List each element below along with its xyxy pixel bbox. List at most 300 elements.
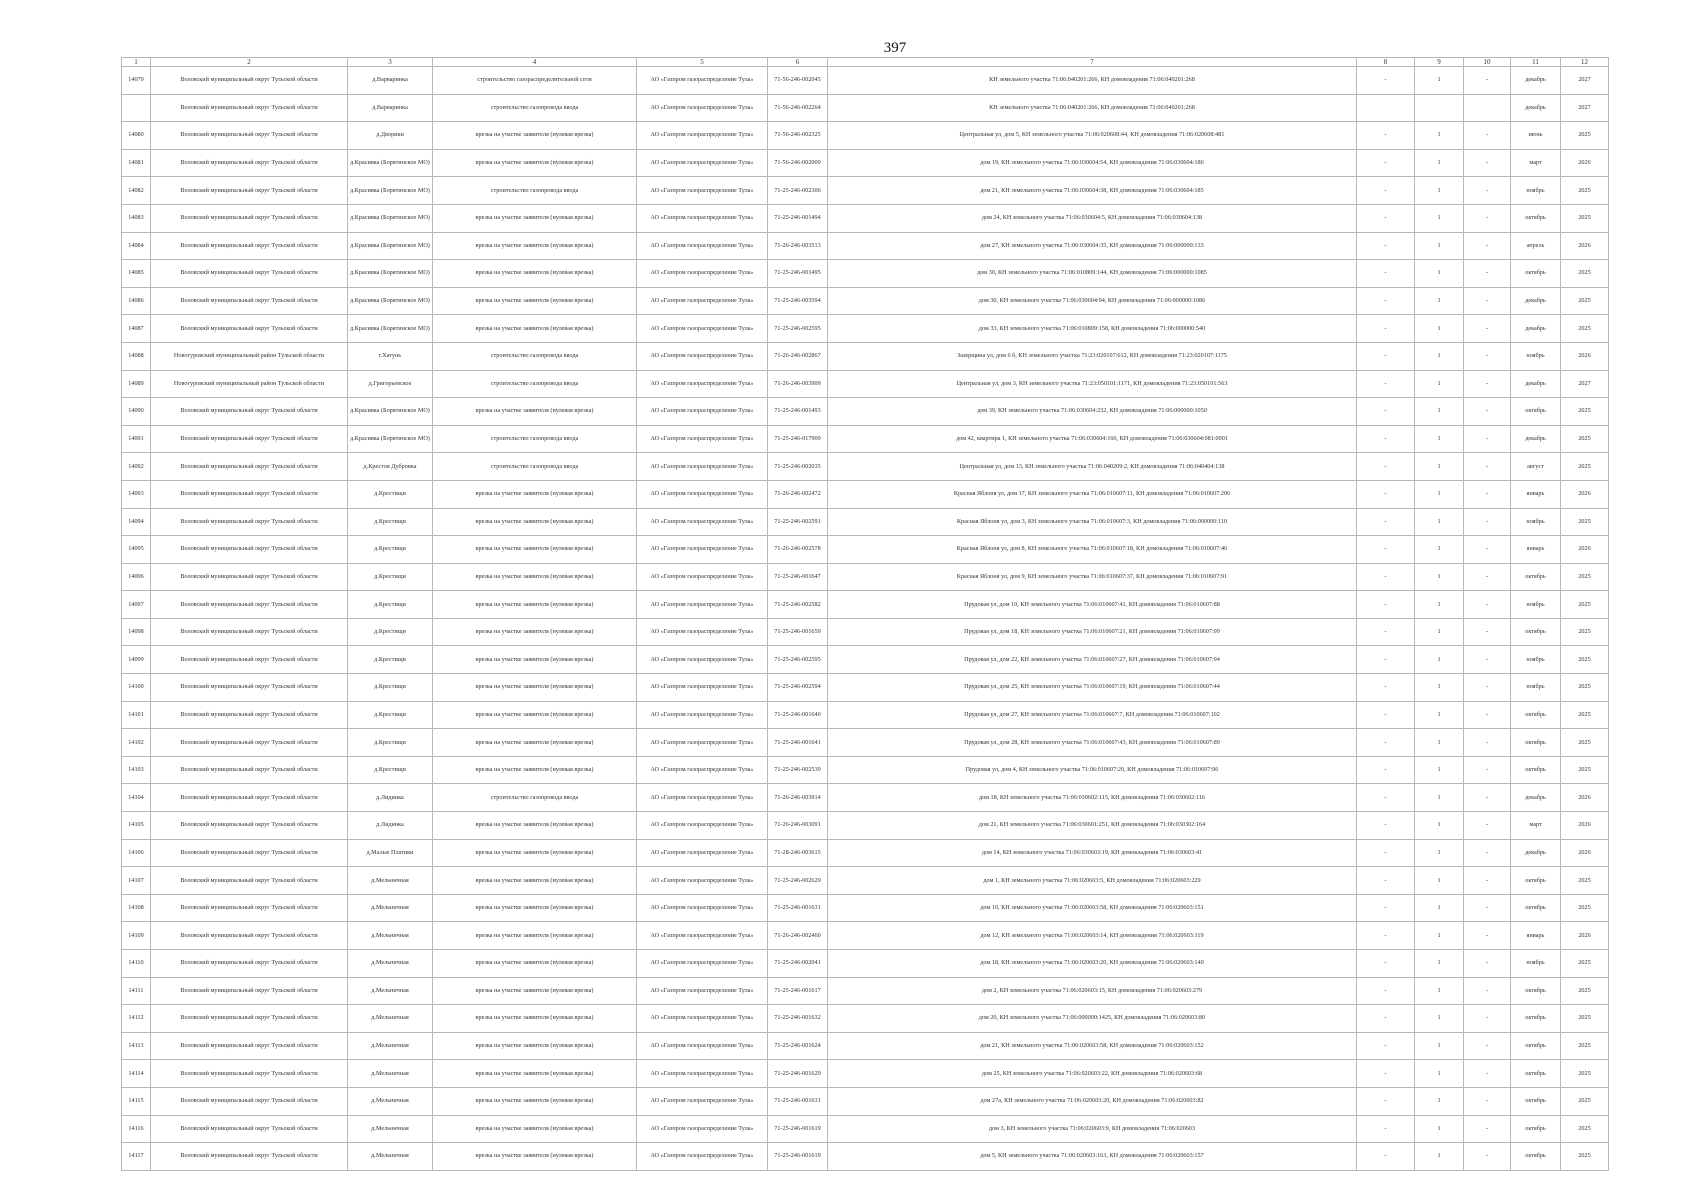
col10-cell: - <box>1464 1032 1511 1060</box>
organization-cell: АО «Газпром газораспределение Тула» <box>637 480 768 508</box>
year-cell: 2026 <box>1561 536 1609 564</box>
col8-cell: - <box>1357 729 1415 757</box>
col8-cell: - <box>1357 1060 1415 1088</box>
district-cell: Воловский муниципальный округ Тульской области <box>151 67 348 95</box>
locality-cell: д.Мельничная <box>348 950 433 978</box>
code-cell: 71-25-246-003594 <box>768 287 828 315</box>
col8-cell: - <box>1357 977 1415 1005</box>
col9-cell: 1 <box>1415 784 1464 812</box>
code-cell: 71-25-246-002041 <box>768 950 828 978</box>
organization-cell: АО «Газпром газораспределение Тула» <box>637 618 768 646</box>
locality-cell: д.Григорьевское <box>348 370 433 398</box>
column-header: 4 <box>433 58 637 67</box>
col10-cell: - <box>1464 508 1511 536</box>
code-cell: 71-56-246-002045 <box>768 67 828 95</box>
work-type-cell: врезка на участке заявителя (нулевая врезка) <box>433 1060 637 1088</box>
work-type-cell: врезка на участке заявителя (нулевая врезка) <box>433 204 637 232</box>
year-cell: 2025 <box>1561 618 1609 646</box>
col10-cell: - <box>1464 232 1511 260</box>
row-number-cell: 14079 <box>122 67 151 95</box>
district-cell: Воловский муниципальный округ Тульской области <box>151 977 348 1005</box>
code-cell: 71-25-246-001647 <box>768 563 828 591</box>
col8-cell: - <box>1357 674 1415 702</box>
row-number-cell: 14089 <box>122 370 151 398</box>
year-cell: 2025 <box>1561 1005 1609 1033</box>
work-type-cell: врезка на участке заявителя (нулевая врезка) <box>433 260 637 288</box>
work-type-cell: строительство газораспределительной сети <box>433 67 637 95</box>
col8-cell: - <box>1357 232 1415 260</box>
row-number-cell: 14100 <box>122 674 151 702</box>
cadastral-info-cell: Центральная ул, дом 3, КН земельного участка 71:23:050101:1171, КН домовладения 71:23:050101:563 <box>828 370 1357 398</box>
row-number-cell: 14086 <box>122 287 151 315</box>
district-cell: Воловский муниципальный округ Тульской области <box>151 591 348 619</box>
locality-cell: д.Красивка (Борятинское МО) <box>348 149 433 177</box>
col9-cell: 1 <box>1415 1060 1464 1088</box>
col8-cell: - <box>1357 591 1415 619</box>
locality-cell: д.Крестищи <box>348 701 433 729</box>
month-cell: октябрь <box>1511 894 1561 922</box>
table-row <box>122 1087 1609 1115</box>
row-number-cell: 14080 <box>122 122 151 150</box>
col8-cell <box>1357 94 1415 122</box>
year-cell: 2025 <box>1561 701 1609 729</box>
row-number-cell: 14082 <box>122 177 151 205</box>
cadastral-info-cell: дом 12, КН земельного участка 71:06:020603:14, КН домовладения 71:06:020603:119 <box>828 922 1357 950</box>
col9-cell: 1 <box>1415 839 1464 867</box>
work-type-cell: строительство газопровода ввода <box>433 94 637 122</box>
col9-cell: 1 <box>1415 674 1464 702</box>
col9-cell: 1 <box>1415 812 1464 840</box>
cadastral-info-cell: Прудовая ул, дом 28, КН земельного участка 71:06:010607:43, КН домовладения 71:06:010607:89 <box>828 729 1357 757</box>
col8-cell: - <box>1357 701 1415 729</box>
organization-cell: АО «Газпром газораспределение Тула» <box>637 839 768 867</box>
organization-cell: АО «Газпром газораспределение Тула» <box>637 398 768 426</box>
row-number-cell: 14115 <box>122 1087 151 1115</box>
col8-cell: - <box>1357 1115 1415 1143</box>
organization-cell: АО «Газпром газораспределение Тула» <box>637 149 768 177</box>
table-row <box>122 618 1609 646</box>
work-type-cell: врезка на участке заявителя (нулевая врезка) <box>433 1115 637 1143</box>
code-cell: 71-25-246-002035 <box>768 453 828 481</box>
code-cell: 71-25-246-017909 <box>768 425 828 453</box>
locality-cell: д.Мельничная <box>348 977 433 1005</box>
work-type-cell: врезка на участке заявителя (нулевая врезка) <box>433 674 637 702</box>
row-number-cell: 14093 <box>122 480 151 508</box>
col10-cell: - <box>1464 950 1511 978</box>
col8-cell: - <box>1357 204 1415 232</box>
locality-cell: д.Мельничная <box>348 1143 433 1171</box>
col10-cell: - <box>1464 894 1511 922</box>
table-row <box>122 1005 1609 1033</box>
col10-cell: - <box>1464 398 1511 426</box>
work-type-cell: врезка на участке заявителя (нулевая врезка) <box>433 839 637 867</box>
code-cell: 71-26-246-003513 <box>768 232 828 260</box>
organization-cell: АО «Газпром газораспределение Тула» <box>637 370 768 398</box>
col8-cell: - <box>1357 122 1415 150</box>
locality-cell: д.Крестищи <box>348 729 433 757</box>
code-cell: 71-25-246-001641 <box>768 729 828 757</box>
district-cell: Воловский муниципальный округ Тульской области <box>151 894 348 922</box>
cadastral-info-cell: Красная Яблоня ул, дом 3, КН земельного участка 71:06:010607:3, КН домовладения 71:06:000000:110 <box>828 508 1357 536</box>
col10-cell <box>1464 94 1511 122</box>
month-cell: декабрь <box>1511 839 1561 867</box>
code-cell: 71-25-246-001632 <box>768 1005 828 1033</box>
month-cell: август <box>1511 453 1561 481</box>
table-row <box>122 1060 1609 1088</box>
col10-cell: - <box>1464 287 1511 315</box>
code-cell: 71-25-246-001494 <box>768 204 828 232</box>
table-row <box>122 812 1609 840</box>
col10-cell: - <box>1464 315 1511 343</box>
locality-cell: д.Крестов Дубровка <box>348 453 433 481</box>
col9-cell: 1 <box>1415 1005 1464 1033</box>
organization-cell: АО «Газпром газораспределение Тула» <box>637 1060 768 1088</box>
organization-cell: АО «Газпром газораспределение Тула» <box>637 922 768 950</box>
month-cell: ноябрь <box>1511 508 1561 536</box>
table-header-row <box>122 58 1609 67</box>
col9-cell: 1 <box>1415 1115 1464 1143</box>
cadastral-info-cell: дом 27, КН земельного участка 71:06:030604:35, КН домовладения 71:06:000000:133 <box>828 232 1357 260</box>
table-row <box>122 1032 1609 1060</box>
locality-cell: д.Мельничная <box>348 894 433 922</box>
work-type-cell: врезка на участке заявителя (нулевая врезка) <box>433 894 637 922</box>
month-cell: март <box>1511 812 1561 840</box>
code-cell: 71-25-246-002539 <box>768 756 828 784</box>
cadastral-info-cell: дом 20, КН земельного участка 71:06:000000:1425, КН домовладения 71:06:020603:80 <box>828 1005 1357 1033</box>
cadastral-info-cell: дом 25, КН земельного участка 71:06:020603:22, КН домовладения 71:06:020603:68 <box>828 1060 1357 1088</box>
work-type-cell: врезка на участке заявителя (нулевая врезка) <box>433 867 637 895</box>
table-row <box>122 287 1609 315</box>
code-cell: 71-25-246-001493 <box>768 398 828 426</box>
year-cell: 2025 <box>1561 1143 1609 1171</box>
col8-cell: - <box>1357 1143 1415 1171</box>
col10-cell: - <box>1464 536 1511 564</box>
col10-cell: - <box>1464 370 1511 398</box>
locality-cell: д.Крестищи <box>348 563 433 591</box>
col9-cell: 1 <box>1415 342 1464 370</box>
table-row <box>122 260 1609 288</box>
table-row <box>122 1143 1609 1171</box>
organization-cell: АО «Газпром газораспределение Тула» <box>637 94 768 122</box>
cadastral-info-cell: Прудовая ул, дом 4, КН земельного участка 71:06:010607:20, КН домовладения 71:06:010607:96 <box>828 756 1357 784</box>
table-row <box>122 453 1609 481</box>
col8-cell: - <box>1357 1005 1415 1033</box>
data-table <box>121 57 1609 1171</box>
col9-cell: 1 <box>1415 894 1464 922</box>
code-cell: 71-25-246-002594 <box>768 674 828 702</box>
col9-cell: 1 <box>1415 370 1464 398</box>
month-cell: ноябрь <box>1511 591 1561 619</box>
month-cell: ноябрь <box>1511 950 1561 978</box>
table-row <box>122 646 1609 674</box>
col10-cell: - <box>1464 701 1511 729</box>
year-cell: 2025 <box>1561 1032 1609 1060</box>
locality-cell: д.Мельничная <box>348 1087 433 1115</box>
cadastral-info-cell: Зазерщина ул, дом 6 б, КН земельного участка 71:23:020107:612, КН домовладения 71:23:020107:1175 <box>828 342 1357 370</box>
cadastral-info-cell: КН земельного участка 71:06:040201:266, КН домовладения 71:06:040201:268 <box>828 67 1357 95</box>
table-row <box>122 867 1609 895</box>
locality-cell: д.Крестищи <box>348 591 433 619</box>
work-type-cell: врезка на участке заявителя (нулевая врезка) <box>433 149 637 177</box>
cadastral-info-cell: Красная Яблоня ул, дом 17, КН земельного участка 71:06:010607:11, КН домовладения 71:06:010607:206 <box>828 480 1357 508</box>
col9-cell: 1 <box>1415 149 1464 177</box>
district-cell: Воловский муниципальный округ Тульской области <box>151 867 348 895</box>
col10-cell: - <box>1464 342 1511 370</box>
month-cell: декабрь <box>1511 370 1561 398</box>
row-number-cell: 14097 <box>122 591 151 619</box>
col9-cell: 1 <box>1415 453 1464 481</box>
cadastral-info-cell: дом 10, КН земельного участка 71:06:020603:58, КН домовладения 71:06:020603:151 <box>828 894 1357 922</box>
col8-cell: - <box>1357 1087 1415 1115</box>
col8-cell: - <box>1357 508 1415 536</box>
table-row <box>122 591 1609 619</box>
cadastral-info-cell: дом 39, КН земельного участка 71:06:030604:232, КН домовладения 71:06:000000:1050 <box>828 398 1357 426</box>
district-cell: Воловский муниципальный округ Тульской области <box>151 756 348 784</box>
col8-cell: - <box>1357 839 1415 867</box>
col10-cell: - <box>1464 177 1511 205</box>
code-cell: 71-25-246-001659 <box>768 618 828 646</box>
organization-cell: АО «Газпром газораспределение Тула» <box>637 260 768 288</box>
district-cell: Воловский муниципальный округ Тульской области <box>151 204 348 232</box>
cadastral-info-cell: дом 24, КН земельного участка 71:06:030604:5, КН домовладения 71:06:030604:138 <box>828 204 1357 232</box>
year-cell: 2026 <box>1561 784 1609 812</box>
organization-cell: АО «Газпром газораспределение Тула» <box>637 1143 768 1171</box>
cadastral-info-cell: Прудовая ул, дом 18, КН земельного участка 71:06:010607:21, КН домовладения 71:06:010607:99 <box>828 618 1357 646</box>
row-number-cell: 14098 <box>122 618 151 646</box>
district-cell: Воловский муниципальный округ Тульской области <box>151 729 348 757</box>
row-number-cell: 14103 <box>122 756 151 784</box>
row-number-cell: 14085 <box>122 260 151 288</box>
work-type-cell: врезка на участке заявителя (нулевая врезка) <box>433 1087 637 1115</box>
month-cell: ноябрь <box>1511 674 1561 702</box>
row-number-cell: 14094 <box>122 508 151 536</box>
year-cell: 2025 <box>1561 1060 1609 1088</box>
col9-cell: 1 <box>1415 646 1464 674</box>
table-row <box>122 701 1609 729</box>
cadastral-info-cell: Прудовая ул, дом 27, КН земельного участка 71:06:010607:7, КН домовладения 71:06:010607:102 <box>828 701 1357 729</box>
cadastral-info-cell: дом 1, КН земельного участка 71:06:020603:5, КН домовладения 71:06:020603:229 <box>828 867 1357 895</box>
code-cell: 71-56-246-002264 <box>768 94 828 122</box>
cadastral-info-cell: Прудовая ул, дом 10, КН земельного участка 71:06:010607:41, КН домовладения 71:06:010607:88 <box>828 591 1357 619</box>
year-cell: 2026 <box>1561 922 1609 950</box>
code-cell: 71-25-246-001495 <box>768 260 828 288</box>
col9-cell: 1 <box>1415 425 1464 453</box>
table-row <box>122 839 1609 867</box>
organization-cell: АО «Газпром газораспределение Тула» <box>637 1005 768 1033</box>
work-type-cell: врезка на участке заявителя (нулевая врезка) <box>433 591 637 619</box>
col8-cell: - <box>1357 1032 1415 1060</box>
col8-cell: - <box>1357 67 1415 95</box>
cadastral-info-cell: Красная Яблоня ул, дом 8, КН земельного участка 71:06:010607:18, КН домовладения 71:06:010607:46 <box>828 536 1357 564</box>
col8-cell: - <box>1357 177 1415 205</box>
work-type-cell: врезка на участке заявителя (нулевая врезка) <box>433 315 637 343</box>
work-type-cell: врезка на участке заявителя (нулевая врезка) <box>433 398 637 426</box>
col10-cell: - <box>1464 784 1511 812</box>
col9-cell: 1 <box>1415 591 1464 619</box>
table-row <box>122 342 1609 370</box>
district-cell: Воловский муниципальный округ Тульской области <box>151 784 348 812</box>
month-cell: апрель <box>1511 232 1561 260</box>
col8-cell: - <box>1357 922 1415 950</box>
work-type-cell: строительство газопровода ввода <box>433 177 637 205</box>
code-cell: 71-25-246-001619 <box>768 1143 828 1171</box>
table-row <box>122 729 1609 757</box>
column-header: 12 <box>1561 58 1609 67</box>
district-cell: Воловский муниципальный округ Тульской области <box>151 563 348 591</box>
cadastral-info-cell: дом 18, КН земельного участка 71:06:020603:20, КН домовладения 71:06:020603:140 <box>828 950 1357 978</box>
col9-cell: 1 <box>1415 563 1464 591</box>
month-cell: декабрь <box>1511 287 1561 315</box>
col9-cell: 1 <box>1415 398 1464 426</box>
row-number-cell: 14101 <box>122 701 151 729</box>
row-number-cell <box>122 94 151 122</box>
column-header: 2 <box>151 58 348 67</box>
organization-cell: АО «Газпром газораспределение Тула» <box>637 1087 768 1115</box>
work-type-cell: врезка на участке заявителя (нулевая врезка) <box>433 563 637 591</box>
month-cell: март <box>1511 149 1561 177</box>
code-cell: 71-25-246-002595 <box>768 646 828 674</box>
col10-cell: - <box>1464 591 1511 619</box>
year-cell: 2026 <box>1561 812 1609 840</box>
organization-cell: АО «Газпром газораспределение Тула» <box>637 122 768 150</box>
work-type-cell: врезка на участке заявителя (нулевая врезка) <box>433 287 637 315</box>
cadastral-info-cell: КН земельного участка 71:06:040201:266, КН домовладения 71:06:040201:268 <box>828 94 1357 122</box>
code-cell: 71-26-246-003909 <box>768 370 828 398</box>
locality-cell: д.Крестищи <box>348 646 433 674</box>
col8-cell: - <box>1357 950 1415 978</box>
month-cell: октябрь <box>1511 398 1561 426</box>
district-cell: Воловский муниципальный округ Тульской области <box>151 287 348 315</box>
row-number-cell: 14096 <box>122 563 151 591</box>
work-type-cell: врезка на участке заявителя (нулевая врезка) <box>433 1005 637 1033</box>
col9-cell: 1 <box>1415 260 1464 288</box>
col10-cell: - <box>1464 425 1511 453</box>
year-cell: 2026 <box>1561 342 1609 370</box>
district-cell: Воловский муниципальный округ Тульской области <box>151 618 348 646</box>
locality-cell: д.Лидинка <box>348 784 433 812</box>
organization-cell: АО «Газпром газораспределение Тула» <box>637 508 768 536</box>
col10-cell: - <box>1464 867 1511 895</box>
year-cell: 2025 <box>1561 315 1609 343</box>
month-cell: декабрь <box>1511 784 1561 812</box>
column-header: 1 <box>122 58 151 67</box>
district-cell: Воловский муниципальный округ Тульской области <box>151 480 348 508</box>
district-cell: Воловский муниципальный округ Тульской области <box>151 1060 348 1088</box>
district-cell: Воловский муниципальный округ Тульской области <box>151 812 348 840</box>
year-cell: 2027 <box>1561 370 1609 398</box>
month-cell: ноябрь <box>1511 342 1561 370</box>
code-cell: 71-25-246-002595 <box>768 315 828 343</box>
locality-cell: д.Мельничная <box>348 1032 433 1060</box>
month-cell: октябрь <box>1511 729 1561 757</box>
district-cell: Воловский муниципальный округ Тульской области <box>151 94 348 122</box>
col9-cell <box>1415 94 1464 122</box>
col10-cell: - <box>1464 67 1511 95</box>
code-cell: 71-28-246-003615 <box>768 839 828 867</box>
col8-cell: - <box>1357 646 1415 674</box>
col8-cell: - <box>1357 315 1415 343</box>
year-cell: 2027 <box>1561 67 1609 95</box>
col10-cell: - <box>1464 122 1511 150</box>
year-cell: 2025 <box>1561 453 1609 481</box>
table-row <box>122 922 1609 950</box>
locality-cell: д.Крестищи <box>348 756 433 784</box>
district-cell: Воловский муниципальный округ Тульской области <box>151 177 348 205</box>
year-cell: 2025 <box>1561 646 1609 674</box>
locality-cell: д.Красивка (Борятинское МО) <box>348 287 433 315</box>
col9-cell: 1 <box>1415 1032 1464 1060</box>
col9-cell: 1 <box>1415 618 1464 646</box>
row-number-cell: 14109 <box>122 922 151 950</box>
month-cell: октябрь <box>1511 1005 1561 1033</box>
month-cell: январь <box>1511 536 1561 564</box>
col9-cell: 1 <box>1415 480 1464 508</box>
col10-cell: - <box>1464 1115 1511 1143</box>
col10-cell: - <box>1464 729 1511 757</box>
row-number-cell: 14113 <box>122 1032 151 1060</box>
work-type-cell: врезка на участке заявителя (нулевая врезка) <box>433 977 637 1005</box>
col10-cell: - <box>1464 204 1511 232</box>
month-cell: октябрь <box>1511 1143 1561 1171</box>
col9-cell: 1 <box>1415 729 1464 757</box>
year-cell: 2025 <box>1561 674 1609 702</box>
cadastral-info-cell: дом 30, КН земельного участка 71:06:010809:144, КН домовладения 71:06:000000:1085 <box>828 260 1357 288</box>
month-cell: октябрь <box>1511 204 1561 232</box>
organization-cell: АО «Газпром газораспределение Тула» <box>637 232 768 260</box>
cadastral-info-cell: Центральная ул, дом 13, КН земельного участка 71:06:040209:2, КН домовладения 71:06:040404:138 <box>828 453 1357 481</box>
year-cell: 2025 <box>1561 756 1609 784</box>
year-cell: 2025 <box>1561 591 1609 619</box>
col10-cell: - <box>1464 149 1511 177</box>
table-row <box>122 784 1609 812</box>
row-number-cell: 14116 <box>122 1115 151 1143</box>
col9-cell: 1 <box>1415 536 1464 564</box>
col8-cell: - <box>1357 149 1415 177</box>
col9-cell: 1 <box>1415 315 1464 343</box>
col10-cell: - <box>1464 839 1511 867</box>
column-header: 3 <box>348 58 433 67</box>
col8-cell: - <box>1357 425 1415 453</box>
table-row <box>122 149 1609 177</box>
locality-cell: д.Мельничная <box>348 1005 433 1033</box>
organization-cell: АО «Газпром газораспределение Тула» <box>637 563 768 591</box>
col10-cell: - <box>1464 977 1511 1005</box>
district-cell: Воловский муниципальный округ Тульской области <box>151 232 348 260</box>
month-cell: октябрь <box>1511 563 1561 591</box>
table-row <box>122 563 1609 591</box>
year-cell: 2025 <box>1561 398 1609 426</box>
locality-cell: д.Варваринка <box>348 67 433 95</box>
organization-cell: АО «Газпром газораспределение Тула» <box>637 204 768 232</box>
col8-cell: - <box>1357 867 1415 895</box>
cadastral-info-cell: дом 21, КН земельного участка 71:06:030604:38, КН домовладения 71:06:030604:185 <box>828 177 1357 205</box>
year-cell: 2025 <box>1561 260 1609 288</box>
work-type-cell: строительство газопровода ввода <box>433 370 637 398</box>
code-cell: 71-25-246-002582 <box>768 591 828 619</box>
year-cell: 2026 <box>1561 232 1609 260</box>
work-type-cell: врезка на участке заявителя (нулевая врезка) <box>433 812 637 840</box>
year-cell: 2025 <box>1561 287 1609 315</box>
locality-cell: д.Мельничная <box>348 1060 433 1088</box>
table-body <box>122 67 1609 1171</box>
row-number-cell: 14095 <box>122 536 151 564</box>
month-cell: октябрь <box>1511 977 1561 1005</box>
code-cell: 71-26-246-002578 <box>768 536 828 564</box>
month-cell: ноябрь <box>1511 646 1561 674</box>
year-cell: 2025 <box>1561 950 1609 978</box>
code-cell: 71-25-246-001617 <box>768 977 828 1005</box>
work-type-cell: врезка на участке заявителя (нулевая врезка) <box>433 756 637 784</box>
